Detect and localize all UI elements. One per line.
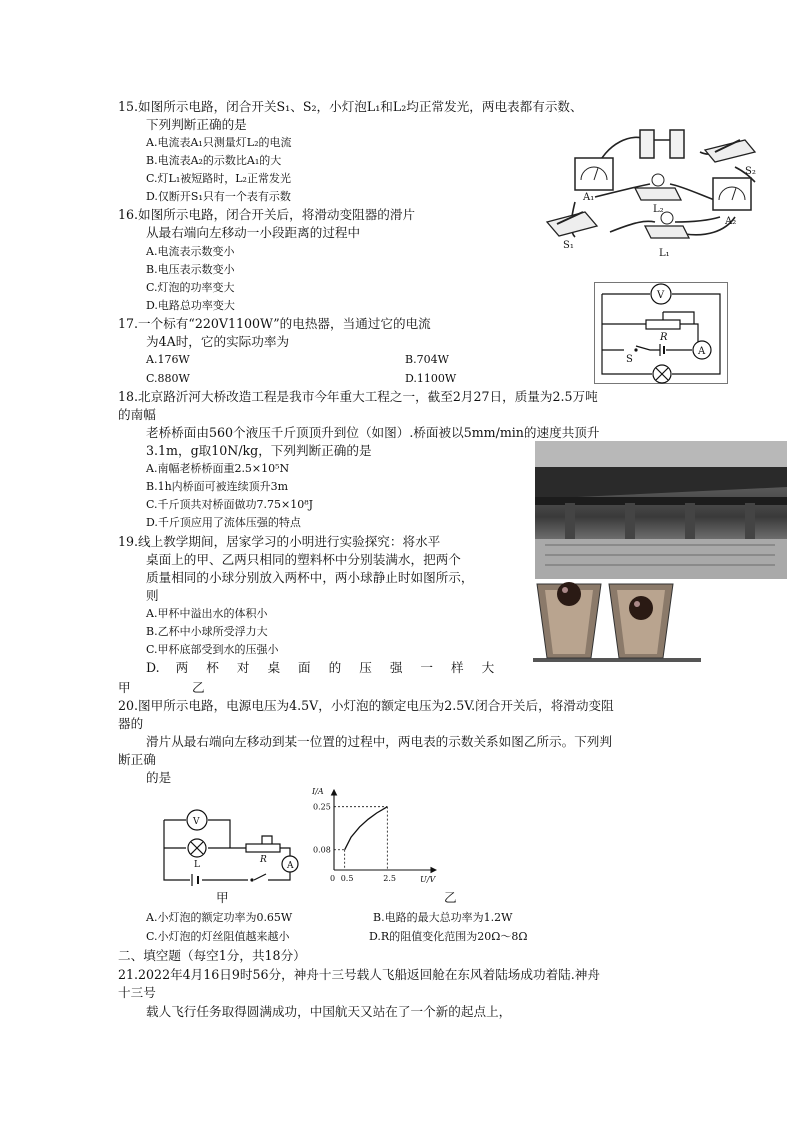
q20-option-a: A.小灯泡的额定功率为0.65W bbox=[146, 911, 293, 924]
q20-caption-jia: 甲 bbox=[216, 890, 229, 905]
q19-option-a: A.甲杯中溢出水的体积小 bbox=[146, 607, 268, 620]
q15-stem-line2: 下列判断正确的是 bbox=[146, 117, 247, 132]
q21-stem-line1: 21.2022年4月16日9时56分，神舟十三号载人飞船返回舱在东风着陆场成功着陆.神舟 bbox=[118, 967, 600, 982]
bridge-photo bbox=[535, 441, 787, 579]
q19-d-part: 样 bbox=[451, 660, 464, 675]
lamp-icon bbox=[653, 365, 671, 383]
x-tick-label: 2.5 bbox=[383, 874, 397, 883]
q15-option-c: C.灯L₁被短路时，L₂正常发光 bbox=[146, 172, 291, 185]
ball-jia bbox=[557, 582, 581, 606]
switch-s-pivot bbox=[634, 348, 637, 351]
q15-option-d: D.仅断开S₁只有一个表有示数 bbox=[146, 190, 291, 203]
q19-option-d-row bbox=[146, 660, 494, 676]
q16-circuit-figure bbox=[594, 282, 728, 384]
q18-option-d: D.千斤顶应用了流体压强的特点 bbox=[146, 516, 301, 529]
chart-xlabel: U/V bbox=[420, 875, 436, 884]
switch-s1 bbox=[547, 212, 597, 236]
bulb-l1 bbox=[645, 212, 689, 238]
q19-d-part: 两 bbox=[175, 660, 189, 675]
q20-caption-yi: 乙 bbox=[444, 890, 457, 905]
q19-d-part: 压 bbox=[359, 660, 372, 675]
label-s1: S₁ bbox=[563, 240, 574, 251]
q16-stem-line2: 从最右端向左移动一小段距离的过程中 bbox=[146, 225, 361, 240]
label-r: R bbox=[260, 855, 267, 865]
q15-circuit-figure bbox=[535, 122, 787, 264]
cup-yi bbox=[609, 584, 673, 658]
q19-d-part: 桌 bbox=[267, 660, 281, 675]
label-a: A bbox=[287, 861, 294, 871]
q16-option-b: B.电压表示数变小 bbox=[146, 263, 235, 276]
q19-stem-line3: 质量相同的小球分别放入两杯中，两小球静止时如图所示， bbox=[146, 570, 474, 585]
q18-stem-line1: 18.北京路沂河大桥改造工程是我市今年重大工程之一，截至2月27日，质量为2.5万吨 bbox=[118, 389, 598, 404]
q20-option-d: D.R的阻值变化范围为20Ω～8Ω bbox=[369, 930, 528, 943]
label-v: V bbox=[193, 817, 200, 827]
q19-d-part: 对 bbox=[236, 660, 250, 675]
q19-stem-line4: 则 bbox=[146, 588, 159, 603]
q17-option-c: C.880W bbox=[146, 372, 190, 385]
battery-1 bbox=[640, 130, 654, 158]
q18-option-c: C.千斤顶共对桥面做功7.75×10⁸J bbox=[146, 498, 314, 511]
label-a: A bbox=[698, 346, 706, 357]
q19-option-c: C.甲杯底部受到水的压强小 bbox=[146, 643, 279, 656]
rheostat-r bbox=[246, 844, 280, 852]
lamp-icon bbox=[188, 839, 206, 857]
label-a1: A₁ bbox=[583, 192, 595, 203]
ammeter-a2 bbox=[713, 178, 751, 210]
q19-stem-line2: 桌面上的甲、乙两只相同的塑料杯中分别装满水，把两个 bbox=[146, 552, 461, 567]
q20-stem-line1: 20.图甲所示电路，电源电压为4.5V，小灯泡的额定电压为2.5V.闭合开关后，将滑动变阻 bbox=[118, 698, 614, 713]
q19-cups-figure bbox=[533, 578, 701, 668]
q17-option-a: A.176W bbox=[146, 353, 190, 366]
label-l1: L₁ bbox=[659, 248, 670, 259]
rheostat-r bbox=[646, 320, 680, 329]
q17-option-d: D.1100W bbox=[405, 372, 457, 385]
q19-d-part: 的 bbox=[328, 660, 342, 675]
switch-s2 bbox=[705, 140, 755, 162]
iu-curve-series bbox=[345, 807, 388, 850]
q15-stem-line1: 15.如图所示电路，闭合开关S₁、S₂，小灯泡L₁和L₂均正常发光，两电表都有示数、 bbox=[118, 99, 583, 114]
q19-stem-line1: 19.线上教学期间，居家学习的小明进行实验探究：将水平 bbox=[118, 534, 441, 549]
q20-stem-line2: 器的 bbox=[118, 716, 144, 731]
q19-d-part: 强 bbox=[389, 660, 403, 675]
x-tick-label: 0 bbox=[330, 874, 336, 883]
q18-stem-line4: 3.1m，g取10N/kg，下列判断正确的是 bbox=[146, 443, 372, 458]
q19-d-part: 杯 bbox=[206, 660, 219, 675]
chart-ylabel: I/A bbox=[312, 787, 324, 796]
q20-circuit-figure bbox=[150, 808, 300, 888]
q20-stem-line3: 滑片从最右端向左移动到某一位置的过程中，两电表的示数关系如图乙所示。下列判 bbox=[146, 734, 612, 749]
q18-option-b: B.1h内桥面可被连续顶升3m bbox=[146, 480, 289, 493]
q17-option-b: B.704W bbox=[405, 353, 449, 366]
q21-stem-line2: 十三号 bbox=[118, 985, 156, 1000]
q16-option-a: A.电流表示数变小 bbox=[146, 245, 235, 258]
y-tick-label: 0.25 bbox=[313, 802, 331, 812]
q20-iu-chart bbox=[306, 784, 446, 888]
q19-d-part: 面 bbox=[298, 660, 311, 675]
q19-d-part: 一 bbox=[420, 660, 433, 675]
q20-stem-line4: 断正确 bbox=[118, 752, 156, 767]
q16-option-d: D.电路总功率变大 bbox=[146, 299, 235, 312]
q16-stem-line1: 16.如图所示电路，闭合开关后，将滑动变阻器的滑片 bbox=[118, 207, 416, 222]
q20-stem-line5: 的是 bbox=[146, 770, 172, 785]
q19-label-jia: 甲 bbox=[118, 680, 131, 695]
q18-stem-line2: 的南幅 bbox=[118, 407, 156, 422]
q19-d-part: 大 bbox=[481, 660, 495, 675]
ammeter-a1 bbox=[575, 158, 613, 190]
ball-jia-highlight bbox=[562, 587, 568, 593]
q16-option-c: C.灯泡的功率变大 bbox=[146, 281, 235, 294]
label-r: R bbox=[660, 332, 668, 343]
label-s: S bbox=[626, 354, 633, 365]
q17-stem-line2: 为4A时，它的实际功率为 bbox=[146, 334, 290, 349]
label-v: V bbox=[657, 290, 665, 301]
q15-option-b: B.电流表A₂的示数比A₁的大 bbox=[146, 154, 282, 167]
q19-option-b: B.乙杯中小球所受浮力大 bbox=[146, 625, 268, 638]
q20-option-b: B.电路的最大总功率为1.2W bbox=[373, 911, 513, 924]
section-title: 二、填空题（每空1分，共18分） bbox=[118, 948, 306, 963]
q19-label-yi: 乙 bbox=[192, 680, 205, 695]
label-l2: L₂ bbox=[653, 204, 664, 215]
ball-yi-highlight bbox=[634, 601, 640, 607]
label-l: L bbox=[194, 860, 200, 870]
bulb-l2 bbox=[635, 174, 681, 200]
q18-option-a: A.南幅老桥桥面重2.5×10⁵N bbox=[146, 462, 290, 475]
label-a2: A₂ bbox=[725, 216, 737, 227]
battery-2 bbox=[670, 130, 684, 158]
y-tick-label: 0.08 bbox=[313, 845, 331, 855]
label-s2: S₂ bbox=[745, 166, 756, 177]
q20-option-c: C.小灯泡的灯丝阻值越来越小 bbox=[146, 930, 290, 943]
q21-stem-line3: 载人飞行任务取得圆满成功，中国航天又站在了一个新的起点上， bbox=[146, 1004, 512, 1019]
ball-yi bbox=[629, 596, 653, 620]
q15-option-a: A.电流表A₁只测量灯L₂的电流 bbox=[146, 136, 292, 149]
q18-stem-line3: 老桥桥面由560个液压千斤顶顶升到位（如图）.桥面被以5mm/min的速度共顶升 bbox=[146, 425, 600, 440]
q19-d-part: D. bbox=[146, 660, 160, 675]
switch-pivot bbox=[250, 878, 253, 881]
x-tick-label: 0.5 bbox=[340, 874, 354, 883]
q17-stem-line1: 17.一个标有“220V1100W”的电热器，当通过它的电流 bbox=[118, 316, 431, 331]
